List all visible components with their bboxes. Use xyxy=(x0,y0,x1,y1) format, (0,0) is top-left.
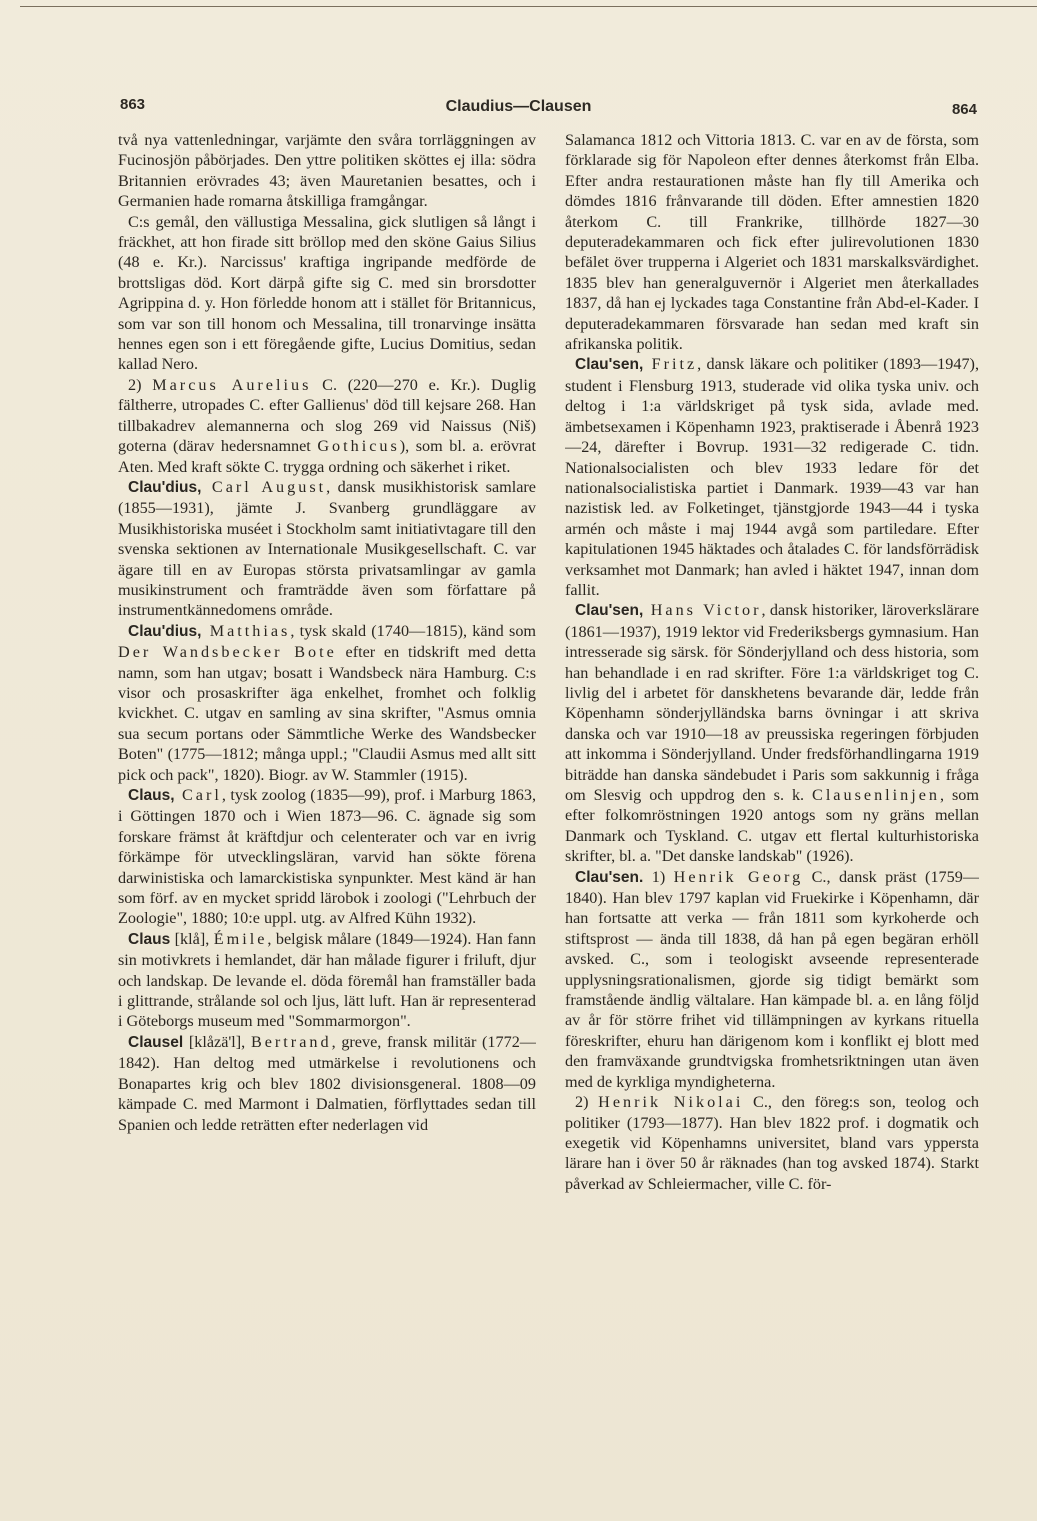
entry-text: C. (220—270 e. Kr.). Duglig fältherre, utropades C. efter Gallienus' död till kejsare 268. Han tillbakadrev alemannerna och slog 269 vid Naissus (Niš) goterna (därav hedersnamnet xyxy=(118,375,536,456)
spaced-text: Gothicus xyxy=(317,437,400,456)
headword: Clau'dius, xyxy=(128,478,202,496)
entry-text: , dansk musikhistorisk samlare (1855—1931), jämte J. Svanberg grundläggare av Musikhistoriska muséet i Stockholm samt initiativtagare till den svenska sektionen av Internationale Musikgesellschaft. C. var ägare till en av Europas största privatsamlingar av gamla musikinstrument och framträdde även som författare på instrumentkännedomens område. xyxy=(118,477,536,620)
sub-entry-number: 1) xyxy=(643,867,674,886)
entry-text: , tysk skald (1740—1815), känd som xyxy=(290,621,536,640)
entry-text: , dansk läkare och politiker (1893—1947), student i Flensburg 1913, studerade vid olika tyska univ. och deltog i 1:a världskriget på tysk sida, avlade med. ämbetsexamen i Köpenhamn 1923, praktiserade i Åbenrå 1923—24, därefter i Bovrup. 1931—32 redigerade C. tidn. Nationalsocialisten och blev 1933 ledare för det nationalsocialistiska partiet i Danmark. 1939—43 var han nazistisk led. av Folketinget, tjänstgjorde 1943—44 i tyska armén och måste i maj 1944 avgå som partiledare. Efter kapitulationen 1945 häktades och åtalades C. för landsförrädisk verksamhet mot Danmark; han avled i häktet 1947, innan dom fallit. xyxy=(565,355,979,599)
right-column xyxy=(565,130,979,1400)
pronunciation: [klåzä'l], xyxy=(183,1032,251,1051)
entry-name: Fritz xyxy=(643,355,698,374)
entry-text: C., den föreg:s son, teolog och politiker (1793—1877). Han blev 1822 prof. i dogmatik och exegetik vid Köpenhamns universitet, bland vars yppersta lärare han i över 50 år räknades (han tog avsked 1874). Starkt påverkad av Schleiermacher, ville C. för- xyxy=(565,1093,979,1193)
entry-name: Bertrand xyxy=(250,1032,332,1051)
entry-text: , belgisk målare (1849—1924). Han fann sin motivkrets i hemlandet, där han målade figurer i friluft, djur och landskap. De levande el. döda föremål han framställer bada i glittrande, strålande sol och ljus, lätt luft. Han är representerad i Göteborgs museum med "Sommarmorgon". xyxy=(118,929,536,1031)
page-number-left: 863 xyxy=(120,96,146,113)
entry-clausen-henrik-nikolai xyxy=(565,1092,979,1194)
entry-text: ), som bl. a. erövrat Aten. Med kraft sökte C. trygga ordning och säkerhet i riket. xyxy=(118,437,536,476)
entry-name: Émile xyxy=(213,929,268,948)
entry-text: efter en tidskrift med detta namn, som han utgav; bosatt i Wandsbeck nära Hamburg. C:s visor och prosaskrifter äga enkelhet, fromhet och folklig kvickhet. C. utgav en samling av sina skrifter, "Asmus omnia sua secum portans oder Sämmtliche Werke des Wandsbecker Boten" (1775—1812; många uppl.; "Claudii Asmus med allt sitt pick och pack", 1820). Biogr. av W. Stammler (1915). xyxy=(118,643,536,784)
sub-entry xyxy=(118,375,536,477)
entry-name: Hans Victor xyxy=(643,601,762,620)
entry-name: Henrik Nikolai xyxy=(598,1093,744,1112)
entry-claudius-matthias xyxy=(118,621,536,785)
entry-name: Matthias xyxy=(201,621,291,640)
spaced-text: Der Wandsbecker Bote xyxy=(118,643,337,662)
entry-text: C., dansk präst (1759—1840). Han blev 1797 kaplan vid Fruekirke i Köpenhamn, där han fortsatte att verka — från 1811 som kyrkoherde och stiftsprost — ända till 1838, då han på egen begäran erhöll avsked. C., som i teologiskt avseende representerade upplysningsrationalismen, gjorde sig tidigt bemärkt som framstående ändlig vältalare. Han kämpade bl. a. en lång följd av år för större frihet vid tillämpningen av kyrkans rituella föreskrifter, ehuru han därigenom kom i konflikt ej blott med den framväxande grundtvigska fromhetsriktningen utan även med de kyrkliga myndigheterna. xyxy=(565,867,979,1091)
pronunciation: [klå], xyxy=(170,929,214,948)
entry-claudius-carl-august xyxy=(118,477,536,621)
left-column xyxy=(118,130,536,1400)
headword: Clau'sen. xyxy=(575,868,644,886)
spaced-text: Clausenlinjen xyxy=(812,786,941,804)
entry-clausen-fritz xyxy=(565,354,979,600)
top-edge-line xyxy=(20,6,1037,7)
paragraph: Salamanca 1812 och Vittoria 1813. C. var en av de första, som förklarade sig för Napoleon efter dennes återkomst från Elba. Efter andra restaurationen måste han fly till Amerika och dömdes 1816 frånvarande till döden. Efter amnestien 1820 återkom C. till Frankrike, tillhörde 1827—30 deputeradekammaren och fick efter julirevolutionen 1830 befälet över trupperna i Algeriet och 1831 marskalksvärdighet. 1835 blev han generalguvernör i Algeriet men återkallades 1837, då han ej lyckades taga Constantine från Abd-el-Kader. I deputeradekammaren försvarade han sedan med kraft sin afrikanska politik. xyxy=(565,131,979,354)
paragraph: två nya vattenledningar, varjämte den svåra torrläggningen av Fucinosjön påbörjades. Den yttre politiken sköttes ej illa: södra Britannien erövrades 43; även Mauretanien besattes, och i Germanien hade romarna åtskilliga framgångar. xyxy=(118,131,536,211)
headword: Clau'sen, xyxy=(575,356,644,374)
paragraph: C:s gemål, den vällustiga Messalina, gick slutligen så långt i fräckhet, att hon firade sitt bröllop med den sköne Gaius Silius (48 e. Kr.). Narcissus' kraftiga ingripande medförde de brottsligas död. Kort därpå gifte sig C. med sin brorsdotter Agrippina d. y. Hon förledde honom att i stället för Britannicus, som var son till honom och Messalina, till tronarvinge insätta hennes egen son i ett föregående gifte, Lucius Domitius, sedan kallad Nero. xyxy=(118,212,536,374)
headword: Clausel xyxy=(128,1033,184,1051)
headword: Clau'dius, xyxy=(128,622,202,640)
entry-clausen-hans-victor xyxy=(565,600,979,866)
page-number-right: 864 xyxy=(951,101,977,118)
entry-name: Carl xyxy=(174,786,222,804)
entry-claus-emile xyxy=(118,929,536,1032)
running-title: Claudius—Clausen xyxy=(445,98,592,115)
entry-text: , tysk zoolog (1835—99), prof. i Marburg 1863, i Göttingen 1870 och i Wien 1873—96. C. ägnade sig som forskare främst åt kräftdjur och celenterater och var en ivrig förkämpe för utvecklingsläran, varvid han sökte förena darwinistiska och lamarckistiska synpunkter. Mest känd är han som förf. av en mycket spridd lärobok i zoologi ("Lehrbuch der Zoologie", 1880; 10:e uppl. utg. av Alfred Kühn 1932). xyxy=(118,786,536,928)
entry-name: Marcus Aurelius xyxy=(152,375,312,394)
entry-clausel-bertrand xyxy=(118,1032,536,1135)
entry-text: , dansk historiker, läroverkslärare (1861—1937), 1919 lektor vid Frederiksbergs gymnasium. Han intresserade sig särsk. för Sönderjylland och dess historia, som han behandlade i en rad skrifter. Före 1:a världskriget tog C. livlig del i arbetet för danskhetens bevarande där, ledde från Köpenhamn sönderjylländska barns övningar i att skriva danska och var 1910—18 av preussiska regeringen förbjuden att inkomma i Sönderjylland. Under fredsförhandlingarna 1919 biträdde han danska sändebudet i Paris som sakkunnig i fråga om Slesvig och uppdrog den s. k. xyxy=(565,601,979,804)
entry-name: Carl August xyxy=(201,477,327,496)
entry-text: , greve, fransk militär (1772—1842). Han deltog med utmärkelse i revolutionens och Bonapartes krig och blev 1802 divisionsgeneral. 1808—09 kämpade C. med Marmont i Dalmatien, förflyttades sedan till Spanien och ledde reträtten efter nederlagen vid xyxy=(118,1032,536,1134)
sub-entry-number: 2) xyxy=(575,1093,599,1112)
entry-text: , som efter folkomröstningen 1920 antogs som ny gräns mellan Danmark och Tyskland. C. utgav ett flertal kulturhistoriska skrifter, bl. a. "Det danske landskab" (1926). xyxy=(565,786,979,866)
headword: Claus, xyxy=(128,787,175,804)
entry-clausen-henrik-georg xyxy=(565,867,979,1092)
entry-name: Henrik Georg xyxy=(673,867,804,886)
headword: Clau'sen, xyxy=(575,602,644,620)
entry-claus-carl xyxy=(118,785,536,929)
headword: Claus xyxy=(128,930,171,948)
sub-entry-number: 2) xyxy=(128,375,153,394)
